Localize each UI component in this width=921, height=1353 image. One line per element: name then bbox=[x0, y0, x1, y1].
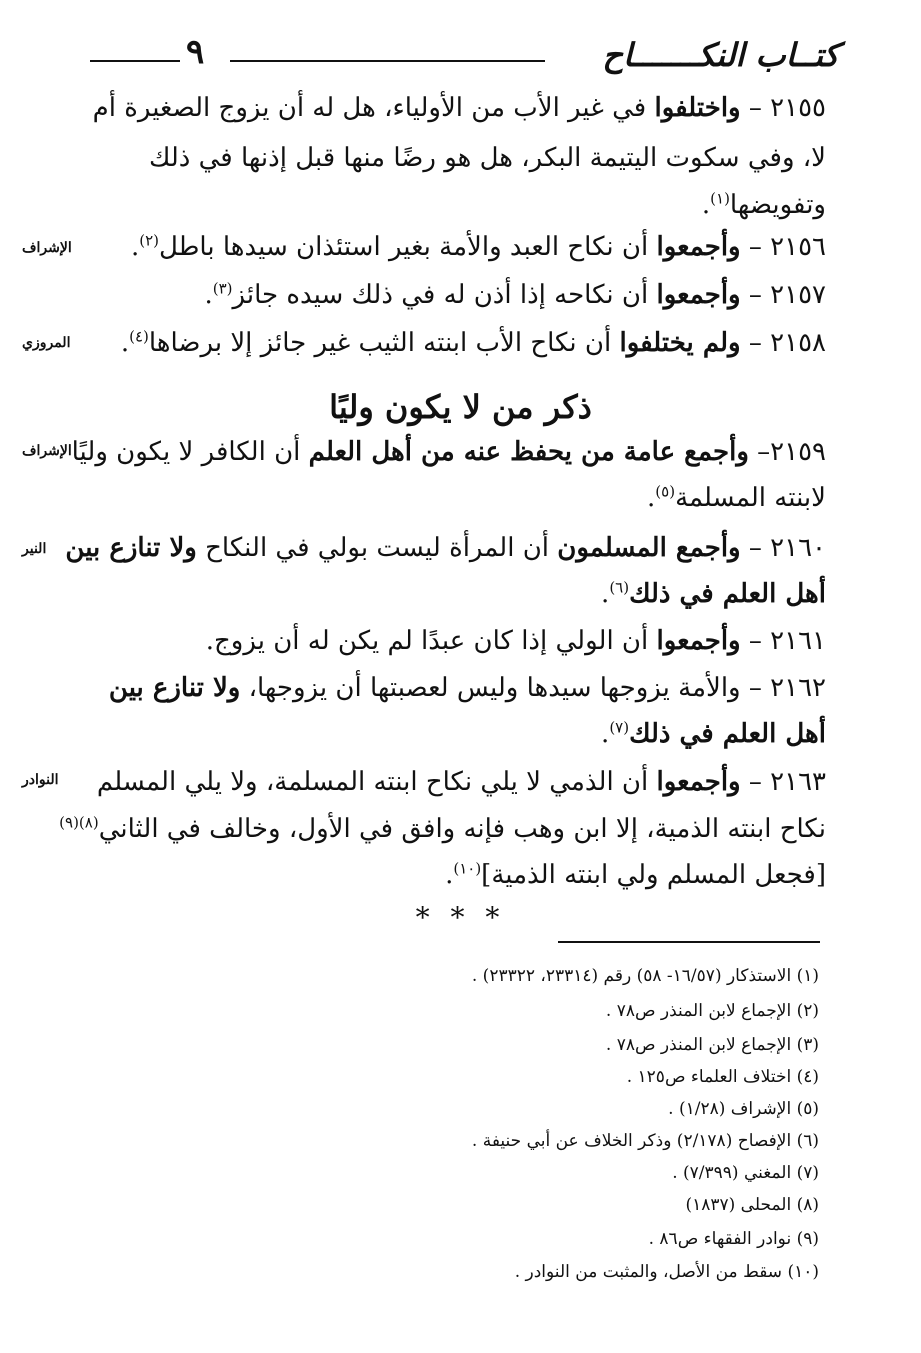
entry-2163-line-3: [فجعل المسلم ولي ابنته الذمية]$^{(١٠)}$. bbox=[445, 859, 826, 890]
page-number: ٩ bbox=[186, 32, 205, 72]
entry-2159-line-1: ٢١٥٩– وأجمع عامة من يحفظ عنه من أهل العلم أن الكافر لا يكون وليًا bbox=[71, 437, 826, 467]
footnote-4: (٤) اختلاف العلماء ص١٢٥ . bbox=[626, 1067, 819, 1087]
entry-2163-line-2: نكاح ابنته الذمية، إلا ابن وهب فإنه وافق في الأول، وخالف في الثاني$^{(٨)(٩)}$ bbox=[59, 813, 826, 844]
section-separator: * * * bbox=[415, 901, 506, 934]
entry-2155-line-3: وتفويضها$^{(١)}$. bbox=[701, 189, 826, 220]
entry-2163-line-1: ٢١٦٣ – وأجمعوا أن الذمي لا يلي نكاح ابنته المسلمة، ولا يلي المسلم bbox=[96, 767, 826, 797]
entry-2161: ٢١٦١ – وأجمعوا أن الولي إذا كان عبدًا لم يكن له أن يزوج. bbox=[205, 626, 826, 656]
entry-2155-line-1: ٢١٥٥ – واختلفوا في غير الأب من الأولياء، هل له أن يزوج الصغيرة أم bbox=[92, 93, 826, 123]
footnote-10: (١٠) سقط من الأصل، والمثبت من النوادر . bbox=[514, 1262, 819, 1282]
entry-2155-line-2: لا، وفي سكوت اليتيمة البكر، هل هو رضًا منها قبل إذنها في ذلك bbox=[148, 143, 826, 173]
footnote-3: (٣) الإجماع لابن المنذر ص٧٨ . bbox=[605, 1035, 819, 1055]
entry-2160-line-1: ٢١٦٠ – وأجمع المسلمون أن المرأة ليست بولي في النكاح ولا تنازع بين bbox=[65, 533, 826, 563]
entry-2157: ٢١٥٧ – وأجمعوا أن نكاحه إذا أذن له في ذلك سيده جائز$^{(٣)}$. bbox=[204, 279, 826, 310]
side-note-ishraf-1: الإشراف bbox=[22, 240, 72, 256]
entry-2162-line-1: ٢١٦٢ – والأمة يزوجها سيدها وليس لعصبتها أن يزوجها، ولا تنازع بين bbox=[108, 673, 826, 703]
header-rule-left bbox=[90, 60, 180, 62]
section-heading: ذكر من لا يكون وليًا bbox=[329, 388, 592, 426]
side-note-marwazi: المروزي bbox=[22, 335, 71, 351]
side-note-nayyir: النير bbox=[22, 541, 47, 557]
footnote-8: (٨) المحلى (١٨٣٧) bbox=[685, 1195, 819, 1215]
running-header-title: كتــاب النكـــــــاح bbox=[602, 36, 839, 74]
entry-2162-line-2: أهل العلم في ذلك$^{(٧)}$. bbox=[601, 718, 826, 749]
footnote-5: (٥) الإشراف (١/٢٨) . bbox=[668, 1099, 819, 1119]
footnote-2: (٢) الإجماع لابن المنذر ص٧٨ . bbox=[605, 1001, 819, 1021]
entry-2159-line-2: لابنته المسلمة$^{(٥)}$. bbox=[647, 482, 826, 513]
footnote-rule bbox=[558, 941, 820, 943]
side-note-nawadir: النوادر bbox=[22, 772, 59, 788]
footnote-1: (١) الاستذكار (١٦/٥٧- ٥٨) رقم (٢٣٣١٤، ٢٣٣٢٢) . bbox=[471, 966, 819, 986]
entry-2158: ٢١٥٨ – ولم يختلفوا أن نكاح الأب ابنته الثيب غير جائز إلا برضاها$^{(٤)}$. bbox=[120, 327, 826, 358]
entry-2156: ٢١٥٦ – وأجمعوا أن نكاح العبد والأمة بغير استئذان سيدها باطل$^{(٢)}$. bbox=[130, 231, 826, 262]
header-rule-right bbox=[230, 60, 545, 62]
entry-2160-line-2: أهل العلم في ذلك$^{(٦)}$. bbox=[601, 578, 826, 609]
footnote-6: (٦) الإفصاح (٢/١٧٨) وذكر الخلاف عن أبي حنيفة . bbox=[471, 1131, 819, 1151]
footnote-9: (٩) نوادر الفقهاء ص٨٦ . bbox=[648, 1229, 819, 1249]
footnote-7: (٧) المغني (٧/٣٩٩) . bbox=[672, 1163, 819, 1183]
side-note-ishraf-2: الإشراف bbox=[22, 443, 72, 459]
